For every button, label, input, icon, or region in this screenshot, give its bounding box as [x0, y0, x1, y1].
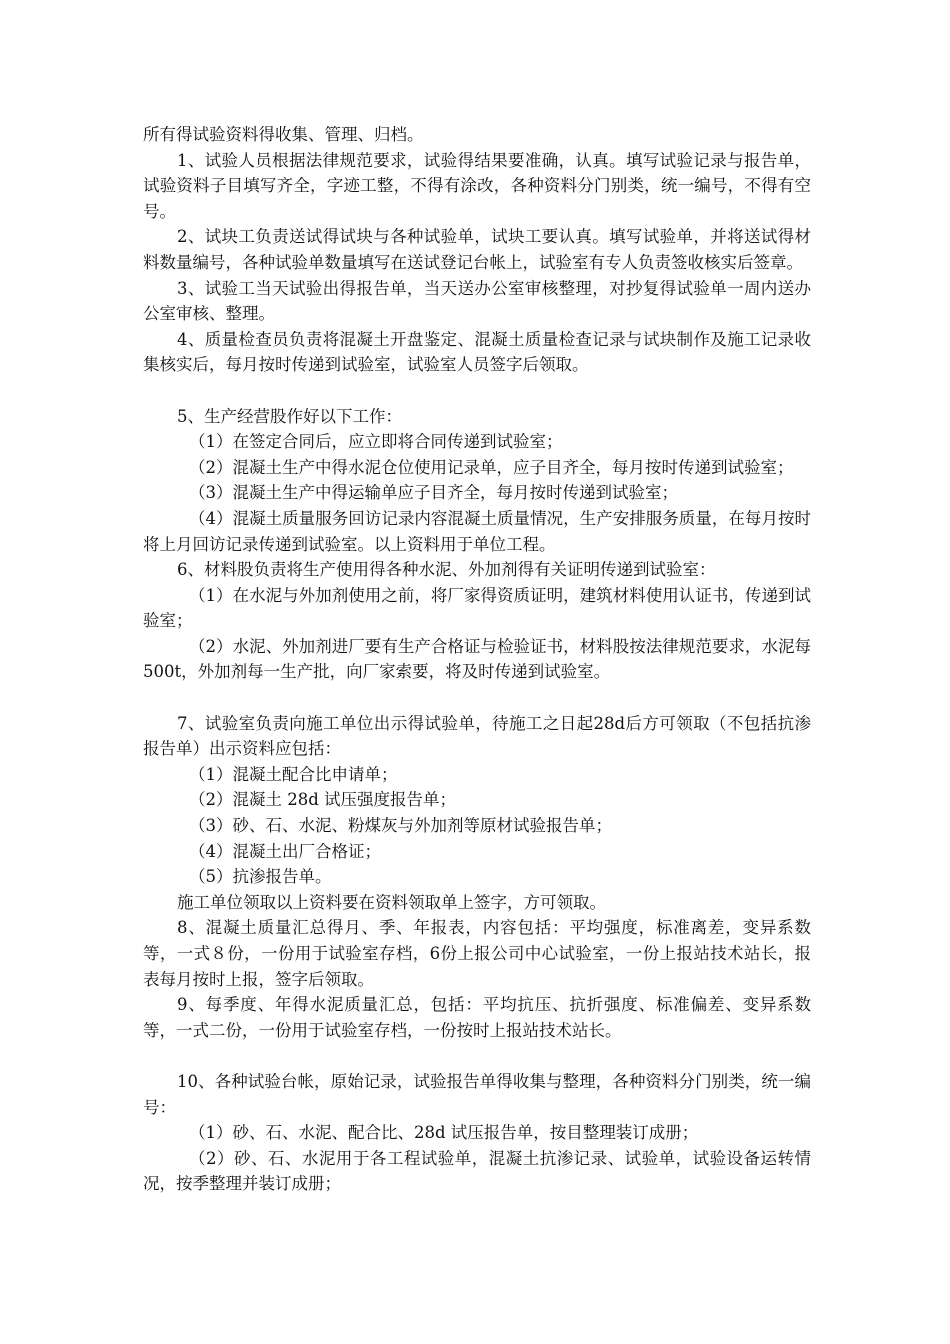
paragraph: （1）在签定合同后，应立即将合同传递到试验室； [189, 432, 563, 452]
paragraph: 6、材料股负责将生产使用得各种水泥、外加剂得有关证明传递到试验室： [177, 560, 716, 580]
paragraph: （2）水泥、外加剂进厂要有生产合格证与检验证书，材料股按法律规范要求，水泥每500t，外加剂每一生产批，向厂家索要，将及时传递到试验室。 [143, 636, 811, 682]
paragraph: 9、每季度、年得水泥质量汇总，包括：平均抗压、抗折强度、标准偏差、变异系数等，一式二份，一份用于试验室存档，一份按时上报站技术站长。 [143, 995, 811, 1040]
paragraph: 5、生产经营股作好以下工作： [177, 406, 402, 426]
paragraph: 7、试验室负责向施工单位出示得试验单，待施工之日起28d后方可领取（不包括抗渗报告单）出示资料应包括： [143, 713, 811, 759]
paragraph: （5）抗渗报告单。 [189, 867, 332, 887]
paragraph: （1）砂、石、水泥、配合比、28d 试压报告单，按目整理装订成册； [189, 1123, 699, 1143]
paragraph: （1）在水泥与外加剂使用之前，将厂家得资质证明，建筑材料使用认证书，传递到试验室； [143, 585, 811, 631]
paragraph: 10、各种试验台帐，原始记录，试验报告单得收集与整理，各种资料分门别类，统一编号： [143, 1071, 811, 1117]
paragraph: 所有得试验资料得收集、管理、归档。 [143, 125, 424, 144]
paragraph: （4）混凝土出厂合格证； [189, 841, 381, 861]
paragraph: 施工单位领取以上资料要在资料领取单上签字，方可领取。 [177, 892, 606, 912]
paragraph: （3）砂、石、水泥、粉煤灰与外加剂等原材试验报告单； [189, 816, 612, 836]
paragraph: 8、混凝土质量汇总得月、季、年报表，内容包括：平均强度，标准离差，变异系数等，一式８份，一份用于试验室存档，6份上报公司中心试验室，一份上报站技术站长，报表每月按时上报，签字后领取。 [143, 918, 811, 989]
paragraph: （2）混凝土生产中得水泥仓位使用记录单，应子目齐全，每月按时传递到试验室； [189, 457, 794, 477]
paragraph: （2）砂、石、水泥用于各工程试验单，混凝土抗渗记录、试验单，试验设备运转情况，按季整理并装订成册； [143, 1148, 811, 1194]
paragraph: （3）混凝土生产中得运输单应子目齐全，每月按时传递到试验室； [189, 483, 678, 503]
paragraph: 4、质量检查员负责将混凝土开盘鉴定、混凝土质量检查记录与试块制作及施工记录收集核实后，每月按时传递到试验室，试验室人员签字后领取。 [143, 329, 811, 375]
paragraph: 1、试验人员根据法律规范要求，试验得结果要准确，认真。填写试验记录与报告单，试验资料子目填写齐全，字迹工整，不得有涂改，各种资料分门别类，统一编号，不得有空号。 [143, 150, 811, 221]
paragraph: （1）混凝土配合比申请单； [189, 764, 398, 784]
paragraph: 3、试验工当天试验出得报告单，当天送办公室审核整理，对抄复得试验单一周内送办公室审核、整理。 [143, 278, 811, 324]
paragraph: 2、试块工负责送试得试块与各种试验单，试块工要认真。填写试验单，并将送试得材料数量编号，各种试验单数量填写在送试登记台帐上，试验室有专人负责签收核实后签章。 [143, 227, 811, 272]
paragraph: （4）混凝土质量服务回访记录内容混凝土质量情况，生产安排服务质量，在每月按时将上月回访记录传递到试验室。以上资料用于单位工程。 [143, 508, 811, 554]
paragraph: （2）混凝土 28d 试压强度报告单； [189, 790, 457, 810]
document-body [143, 122, 811, 1197]
